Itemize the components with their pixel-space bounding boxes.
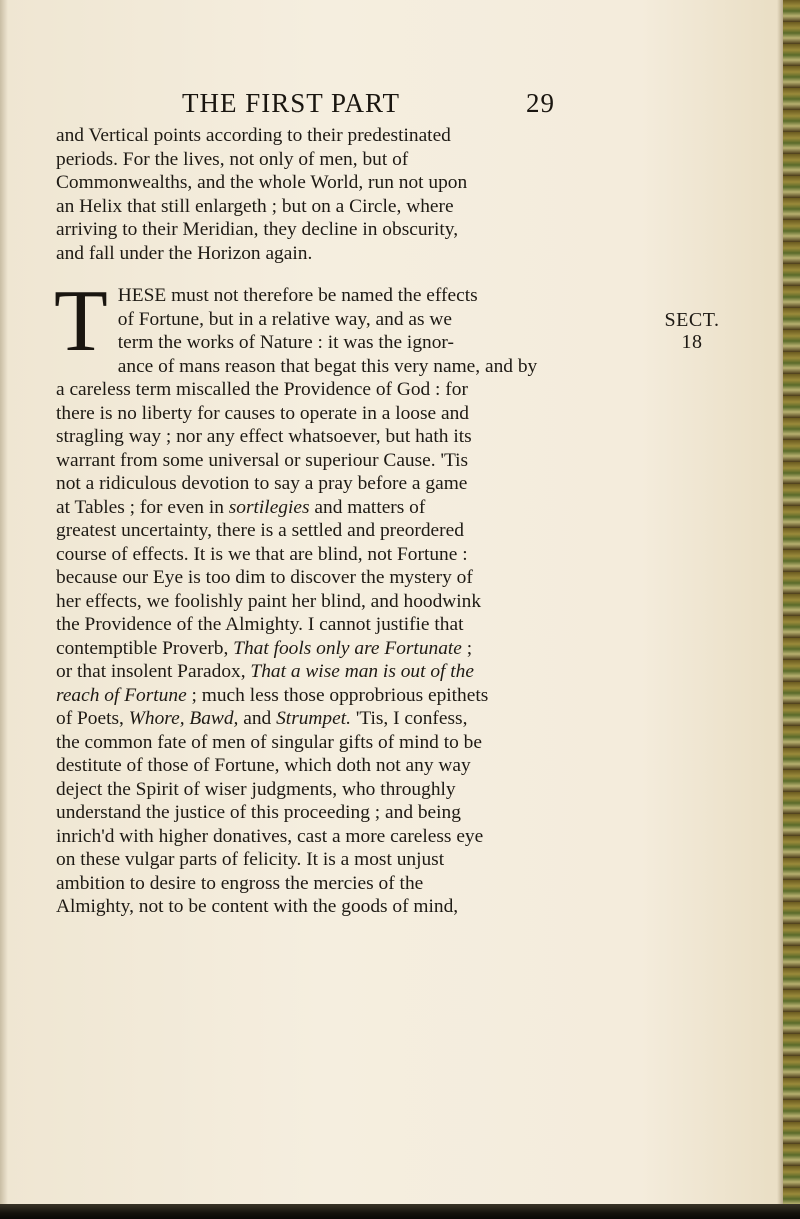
- running-head-title: THE FIRST PART: [182, 88, 400, 118]
- text-line: her effects, we foolishly paint her blind, and hoodwink: [56, 590, 482, 612]
- text-line: a careless term miscalled the Providence of God : for: [56, 379, 468, 400]
- page-number: 29: [526, 88, 555, 118]
- text-line: Almighty, not to be content with the goods of mind,: [56, 896, 459, 917]
- text-line: the Providence of the Almighty. I cannot justifie that: [56, 614, 464, 635]
- text-run: and: [238, 708, 277, 729]
- text-run: ;: [461, 637, 473, 659]
- text-line: periods. For the lives, not only of men, but of: [56, 148, 409, 170]
- paragraph-gap: [56, 265, 736, 284]
- text-line: greatest uncertainty, there is a settled and preordered: [56, 520, 464, 541]
- text-line: ance of mans reason that begat this very name, and by: [117, 355, 538, 377]
- text-line: not a ridiculous devotion to say a pray before a game: [56, 473, 468, 494]
- text-run: contemptible Proverb,: [56, 637, 234, 659]
- text-line: on these vulgar parts of felicity. It is a most unjust: [56, 849, 445, 870]
- text-run: or that insolent Paradox,: [56, 661, 251, 682]
- text-line: warrant from some universal or superiour Cause. 'Tis: [56, 449, 469, 471]
- text-line: ambition to desire to engross the mercies of the: [56, 872, 424, 894]
- italic-run: Whore, Bawd,: [128, 708, 239, 729]
- text-line: an Helix that still enlargeth ; but on a Circle, where: [56, 195, 454, 217]
- text-line: [56, 660, 736, 684]
- text-line: the common fate of men of singular gifts of mind to be: [56, 731, 482, 753]
- text-line: [56, 496, 736, 520]
- text-line: term the works of Nature : it was the ignor-: [117, 332, 454, 353]
- page-bottom-edge: [0, 1204, 800, 1219]
- text-line: [56, 684, 736, 708]
- text-run: ; much less those opprobrious epithets: [186, 684, 489, 706]
- italic-run: Strumpet.: [276, 708, 351, 729]
- text-line: [56, 707, 736, 731]
- text-line: inrich'd with higher donatives, cast a more careless eye: [56, 825, 484, 847]
- text-line: understand the justice of this proceeding ; and being: [56, 802, 461, 823]
- page-left-edge: [0, 0, 8, 1210]
- text-line: arriving to their Meridian, they decline in obscurity,: [56, 219, 459, 240]
- text-line: stragling way ; nor any effect whatsoever, but hath its: [56, 426, 472, 447]
- running-head: [182, 88, 555, 120]
- italic-run: reach of Fortune: [56, 684, 187, 706]
- text-line: there is no liberty for causes to operate in a loose and: [56, 402, 469, 424]
- text-line: deject the Spirit of wiser judgments, who throughly: [56, 778, 456, 800]
- page-fore-edge: [783, 0, 800, 1219]
- text-run: of Poets,: [56, 708, 129, 729]
- italic-run: sortilegies: [228, 496, 310, 518]
- paragraph-2: [54, 273, 736, 919]
- text-line: and fall under the Horizon again.: [56, 242, 313, 264]
- text-line: Commonwealths, and the whole World, run not upon: [56, 172, 468, 193]
- section-label: SECT.: [664, 309, 720, 331]
- text-run: at Tables ; for even in: [56, 496, 229, 518]
- paragraph-1: [56, 124, 736, 265]
- text-run: and matters of: [309, 496, 426, 518]
- drop-cap: T: [54, 273, 108, 370]
- text-run: 'Tis, I confess,: [350, 708, 468, 729]
- body-text: [56, 124, 736, 919]
- text-line: because our Eye is too dim to discover the mystery of: [56, 567, 473, 588]
- italic-run: That a wise man is out of the: [250, 661, 474, 682]
- italic-run: That fools only are Fortunate: [233, 637, 462, 659]
- text-line: destitute of those of Fortune, which doth not any way: [56, 755, 471, 776]
- section-number: 18: [681, 331, 703, 353]
- text-line: course of effects. It is we that are blind, not Fortune :: [56, 543, 468, 565]
- text-line: [56, 637, 736, 661]
- text-line: and Vertical points according to their predestinated: [56, 125, 451, 146]
- text-line: of Fortune, but in a relative way, and as we: [117, 308, 452, 330]
- text-line: HESE must not therefore be named the effects: [117, 285, 478, 306]
